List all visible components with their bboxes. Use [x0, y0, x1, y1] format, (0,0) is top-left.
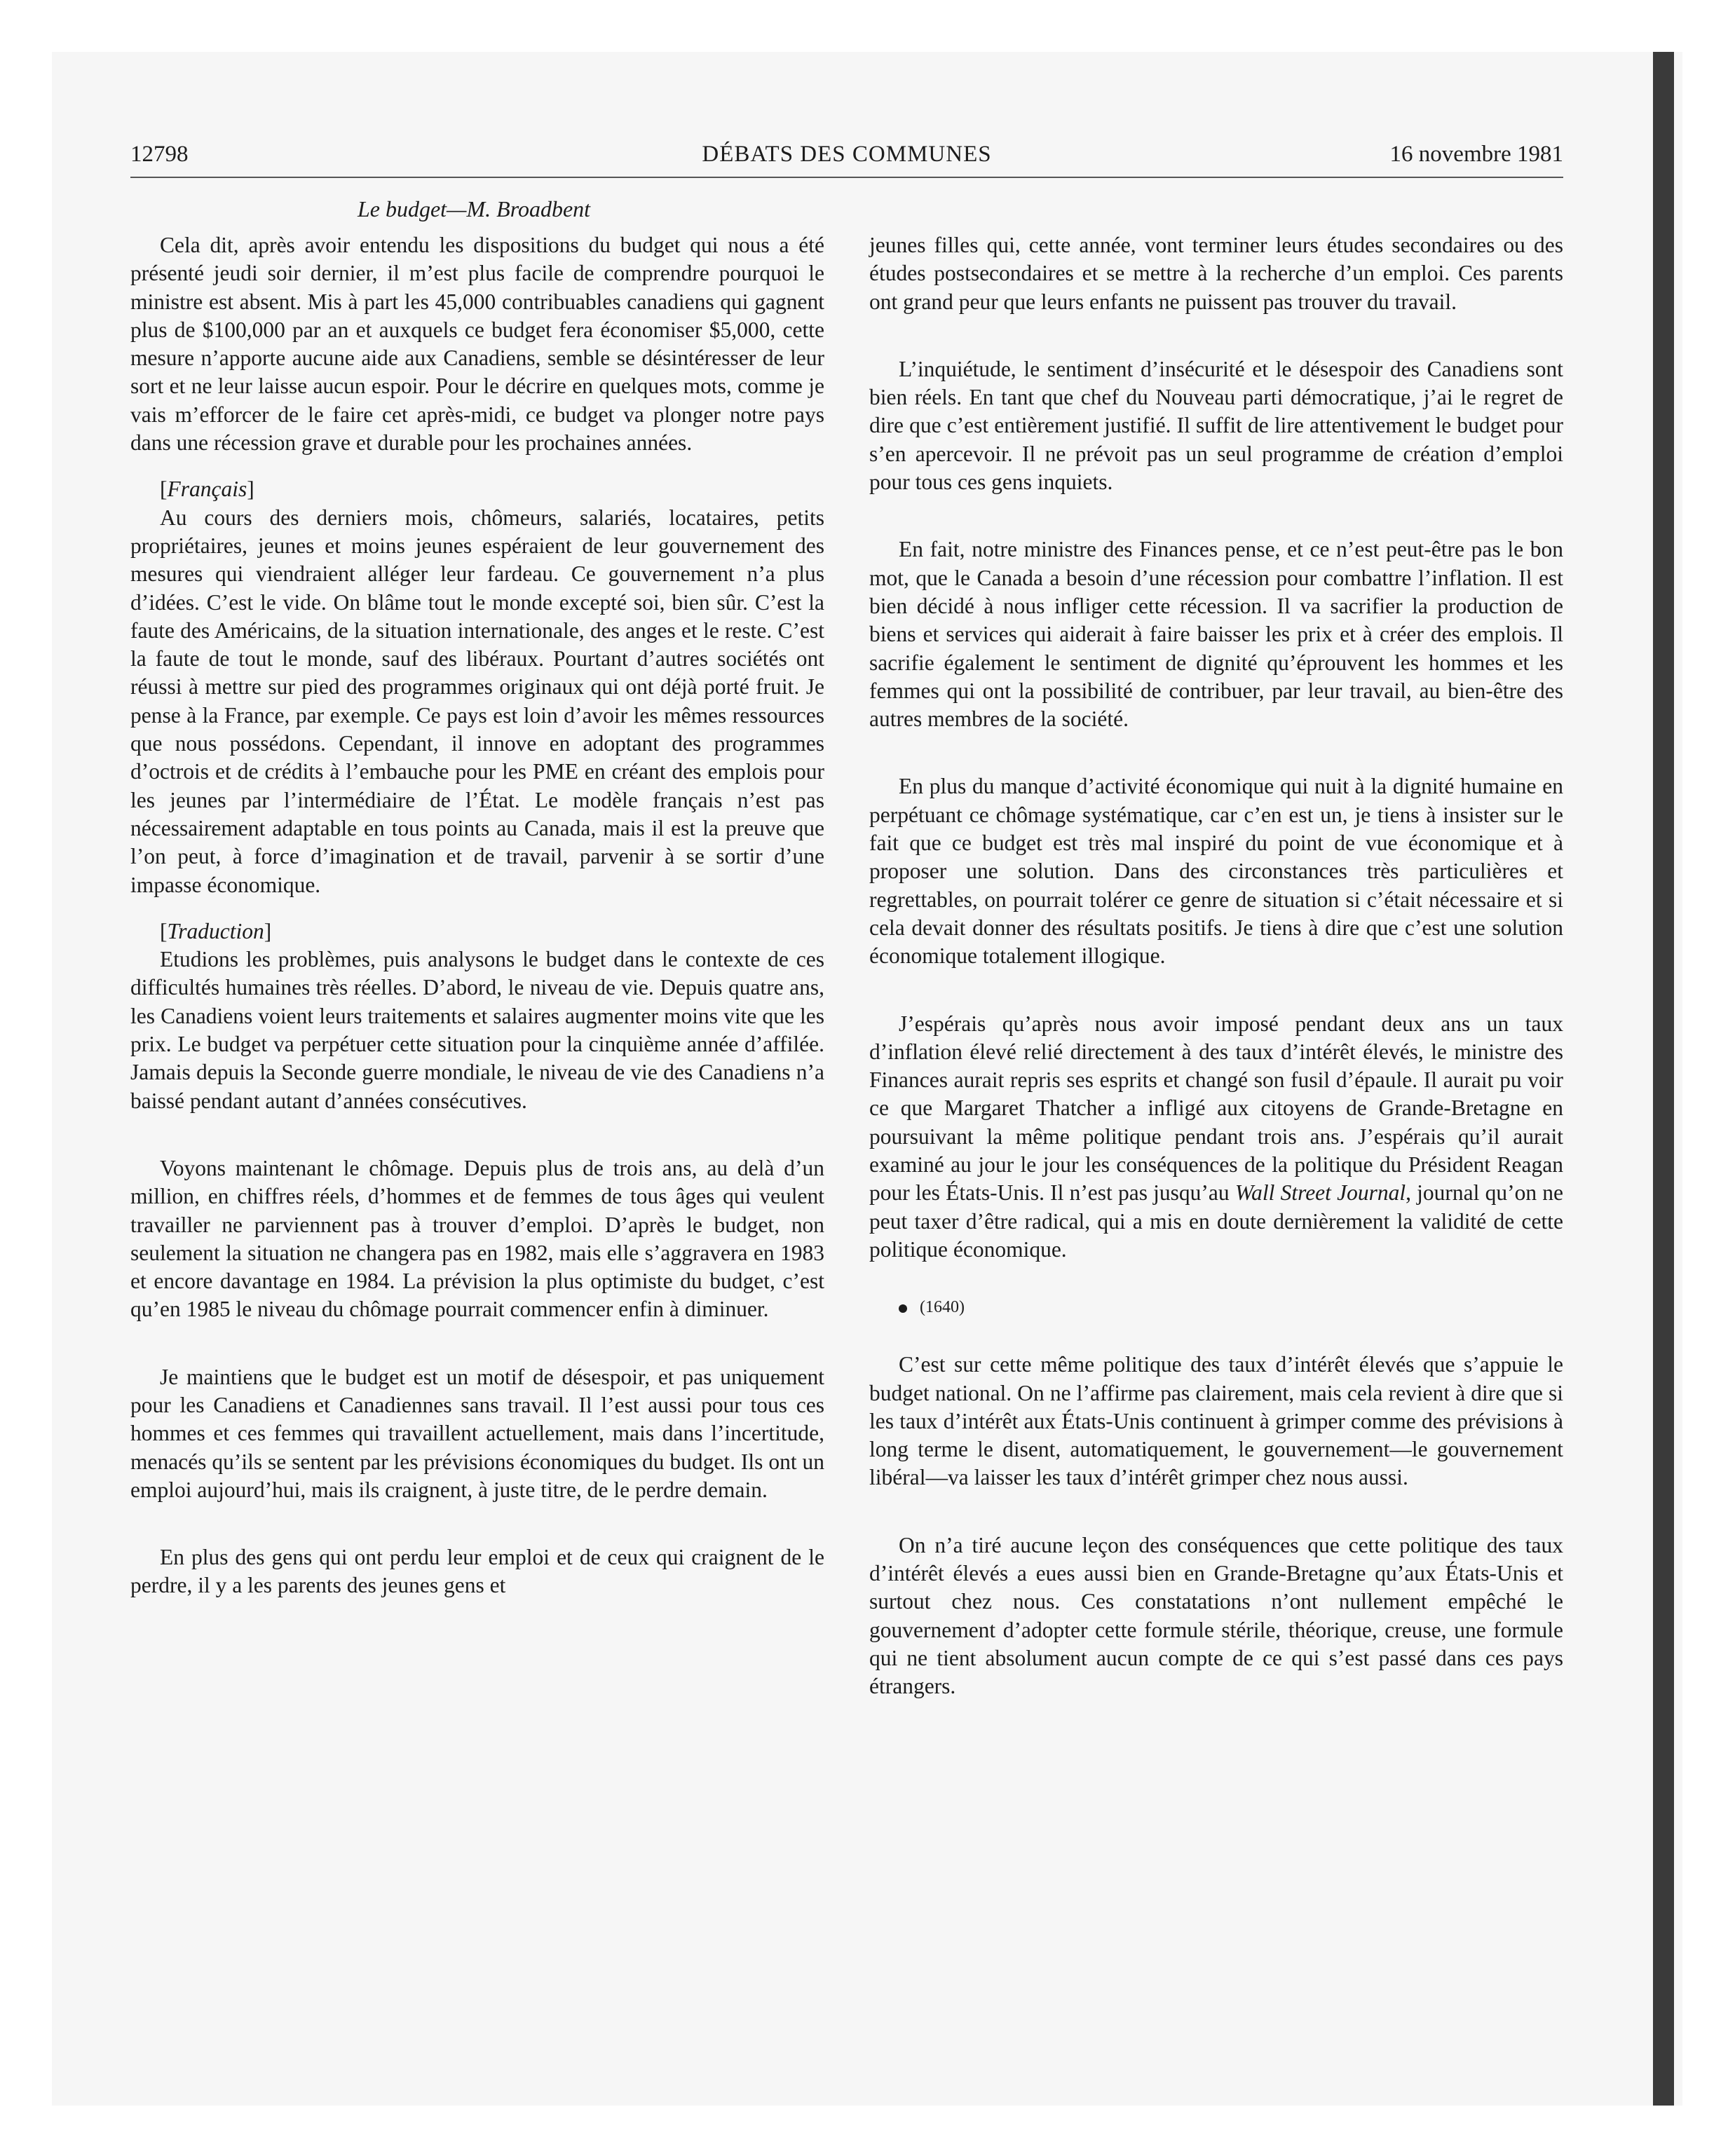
bullet-icon [899, 1304, 907, 1313]
paragraph: En fait, notre ministre des Finances pense, et ce n’est peut-être pas le bon mot, que le Canada a besoin d’une récession pour combattre l’inflation. Il est bien décidé à nous infliger cette récession. Il va sacrifier la production de biens et services qui aiderait à faire baisser les prix et à créer des emplois. Il sacrifie également le sentiment de dignité qu’éprouvent les hommes et les femmes qui ont la possibilité de contribuer, par leur travail, au bien-être des autres membres de la société. [869, 537, 1563, 732]
page-number: 12798 [130, 142, 189, 167]
language-marker-translation: [Traduction] [160, 918, 272, 943]
paragraph: On n’a tiré aucune leçon des conséquences que cette politique des taux d’intérêt élevés a eues aussi bien en Grande-Bretagne qu’aux États-Unis et surtout chez nous. Ces constatations n’ont nullement empêché le gouvernement d’adopter cette formule stérile, théorique, creuse, une formule qui ne tient absolument aucun compte de ce qui s’est passé dans ces pays étrangers. [869, 1532, 1563, 1699]
publication-title: DÉBATS DES COMMUNES [702, 142, 992, 167]
paragraph: En plus des gens qui ont perdu leur emploi et de ceux qui craignent de le perdre, il y a les parents des jeunes gens et [130, 1545, 824, 1598]
paragraph: Au cours des derniers mois, chômeurs, salariés, locataires, petits propriétaires, jeunes et moins jeunes espéraient de leur gouvernement des mesures qui viendraient alléger leur fardeau. Ce gouvernement n’a plus d’idées. C’est le vide. On blâme tout le monde excepté soi, bien sûr. C’est la faute des Américains, de la situation internationale, des anges et le reste. C’est la faute de tout le monde, sauf des libéraux. Pourtant d’autres sociétés ont réussi à mettre sur pied des programmes originaux qui ont déjà porté fruit. Je pense à la France, par exemple. Ce pays est loin d’avoir les mêmes ressources que nous possédons. Cependant, il innove en adoptant des programmes d’octrois et de crédits à l’embauche pour les PME en créant des emplois pour les jeunes par l’intermédiaire de l’État. Le modèle français n’est pas nécessairement adaptable en tous points au Canada, mais il est la preuve que l’on peut, à force d’imagination et de travail, parvenir à se sortir d’une impasse économique. [130, 505, 824, 897]
page-date: 16 novembre 1981 [1389, 142, 1563, 167]
timestamp-marker [869, 1293, 1563, 1321]
section-subheader: Le budget—M. Broadbent [357, 196, 591, 221]
page-header [130, 140, 1563, 178]
right-column [869, 231, 1563, 1700]
left-column [130, 231, 824, 1600]
paragraph: Cela dit, après avoir entendu les dispositions du budget qui nous a été présenté jeudi soir dernier, il m’est plus facile de comprendre pourquoi le ministre est absent. Mis à part les 45,000 contribuables canadiens qui gagnent plus de $100,000 par an et auxquels ce budget fera économiser $5,000, cette mesure n’apporte aucune aide aux Canadiens, semble se désintéresser de leur sort et ne leur laisse aucun espoir. Pour le décrire en quelques mots, comme je vais m’efforcer de le faire cet après-midi, ce budget va plonger notre pays dans une récession grave et durable pour les prochaines années. [130, 233, 824, 456]
paragraph: Voyons maintenant le chômage. Depuis plus de trois ans, au delà d’un million, en chiffres réels, d’hommes et de femmes de tous âges qui veulent travailler ne parviennent pas à trouver d’emploi. D’après le budget, non seulement la situation ne changera pas en 1982, mais elle s’aggravera en 1983 et encore davantage en 1984. La prévision la plus optimiste du budget, c’est qu’en 1985 le niveau du chômage pourrait commencer enfin à diminuer. [130, 1155, 824, 1322]
paragraph: Je maintiens que le budget est un motif de désespoir, et pas uniquement pour les Canadiens et Canadiennes sans travail. Il l’est aussi pour tous ces hommes et ces femmes qui travaillent actuellement, mais dans l’incertitude, menacés qu’ils se sentent par les prévisions économiques du budget. Ils ont un emploi aujourd’hui, mais ils craignent, à juste titre, de le perdre demain. [130, 1364, 824, 1502]
timestamp: (1640) [920, 1298, 965, 1317]
paragraph-continued: jeunes filles qui, cette année, vont terminer leurs études secondaires ou des études postsecondaires et se mettre à la recherche d’un emploi. Ces parents ont grand peur que leurs enfants ne puissent pas trouver du travail. [869, 233, 1563, 314]
paragraph: C’est sur cette même politique des taux d’intérêt élevés que s’appuie le budget national. On ne l’affirme pas clairement, mais cela revient à dire que si les taux d’intérêt aux États-Unis continuent à grimper comme des prévisions à long terme le disent, automatiquement, le gouvernement—le gouvernement libéral—va laisser les taux d’intérêt grimper chez nous aussi. [869, 1352, 1563, 1490]
language-marker-french: [Français] [160, 477, 254, 502]
newspaper-title: Wall Street Journal [1234, 1180, 1406, 1206]
scan-edge-bar [1653, 52, 1674, 2106]
paragraph: L’inquiétude, le sentiment d’insécurité et le désespoir des Canadiens sont bien réels. En tant que chef du Nouveau parti démocratique, j’ai le regret de dire que c’est entièrement justifié. Il suffit de lire attentivement le budget pour s’en apercevoir. Il ne prévoit pas un seul programme de création d’emploi pour tous ces gens inquiets. [869, 356, 1563, 495]
paragraph: J’espérais qu’après nous avoir imposé pendant deux ans un taux d’inflation élevé relié directement à des taux d’intérêt élevés, le ministre des Finances aurait repris ses esprits et changé son fusil d’épaule. Il aurait pu voir ce que Margaret Thatcher a infligé aux citoyens de Grande-Bretagne en poursuivant la même politique pendant trois ans. J’espérais qu’il aurait examiné au jour le jour les conséquences de la politique du Président Reagan pour les États-Unis. Il n’est pas jusqu’au Wall Street Journal, journal qu’on ne peut taxer d’être radical, qui a mis en doute dernièrement la validité de cette politique économique. [869, 1011, 1563, 1262]
paragraph: Etudions les problèmes, puis analysons le budget dans le contexte de ces difficultés humaines très réelles. D’abord, le niveau de vie. Depuis quatre ans, les Canadiens voient leurs traitements et salaires augmenter moins vite que les prix. Le budget va perpétuer cette situation pour la cinquième année d’affilée. Jamais depuis la Seconde guerre mondiale, le niveau de vie des Canadiens n’a baissé pendant autant d’années consécutives. [130, 947, 824, 1113]
paragraph: En plus du manque d’activité économique qui nuit à la dignité humaine en perpétuant ce chômage systématique, car c’en est un, je tiens à insister sur le fait que ce budget est très mal inspiré du point de vue économique et à proposer une solution. Dans des circonstances très particulières et regrettables, on pourrait tolérer ce genre de situation si c’était nécessaire et si cela devait donner des résultats positifs. Je tiens à dire que c’est une solution économique totalement illogique. [869, 774, 1563, 969]
